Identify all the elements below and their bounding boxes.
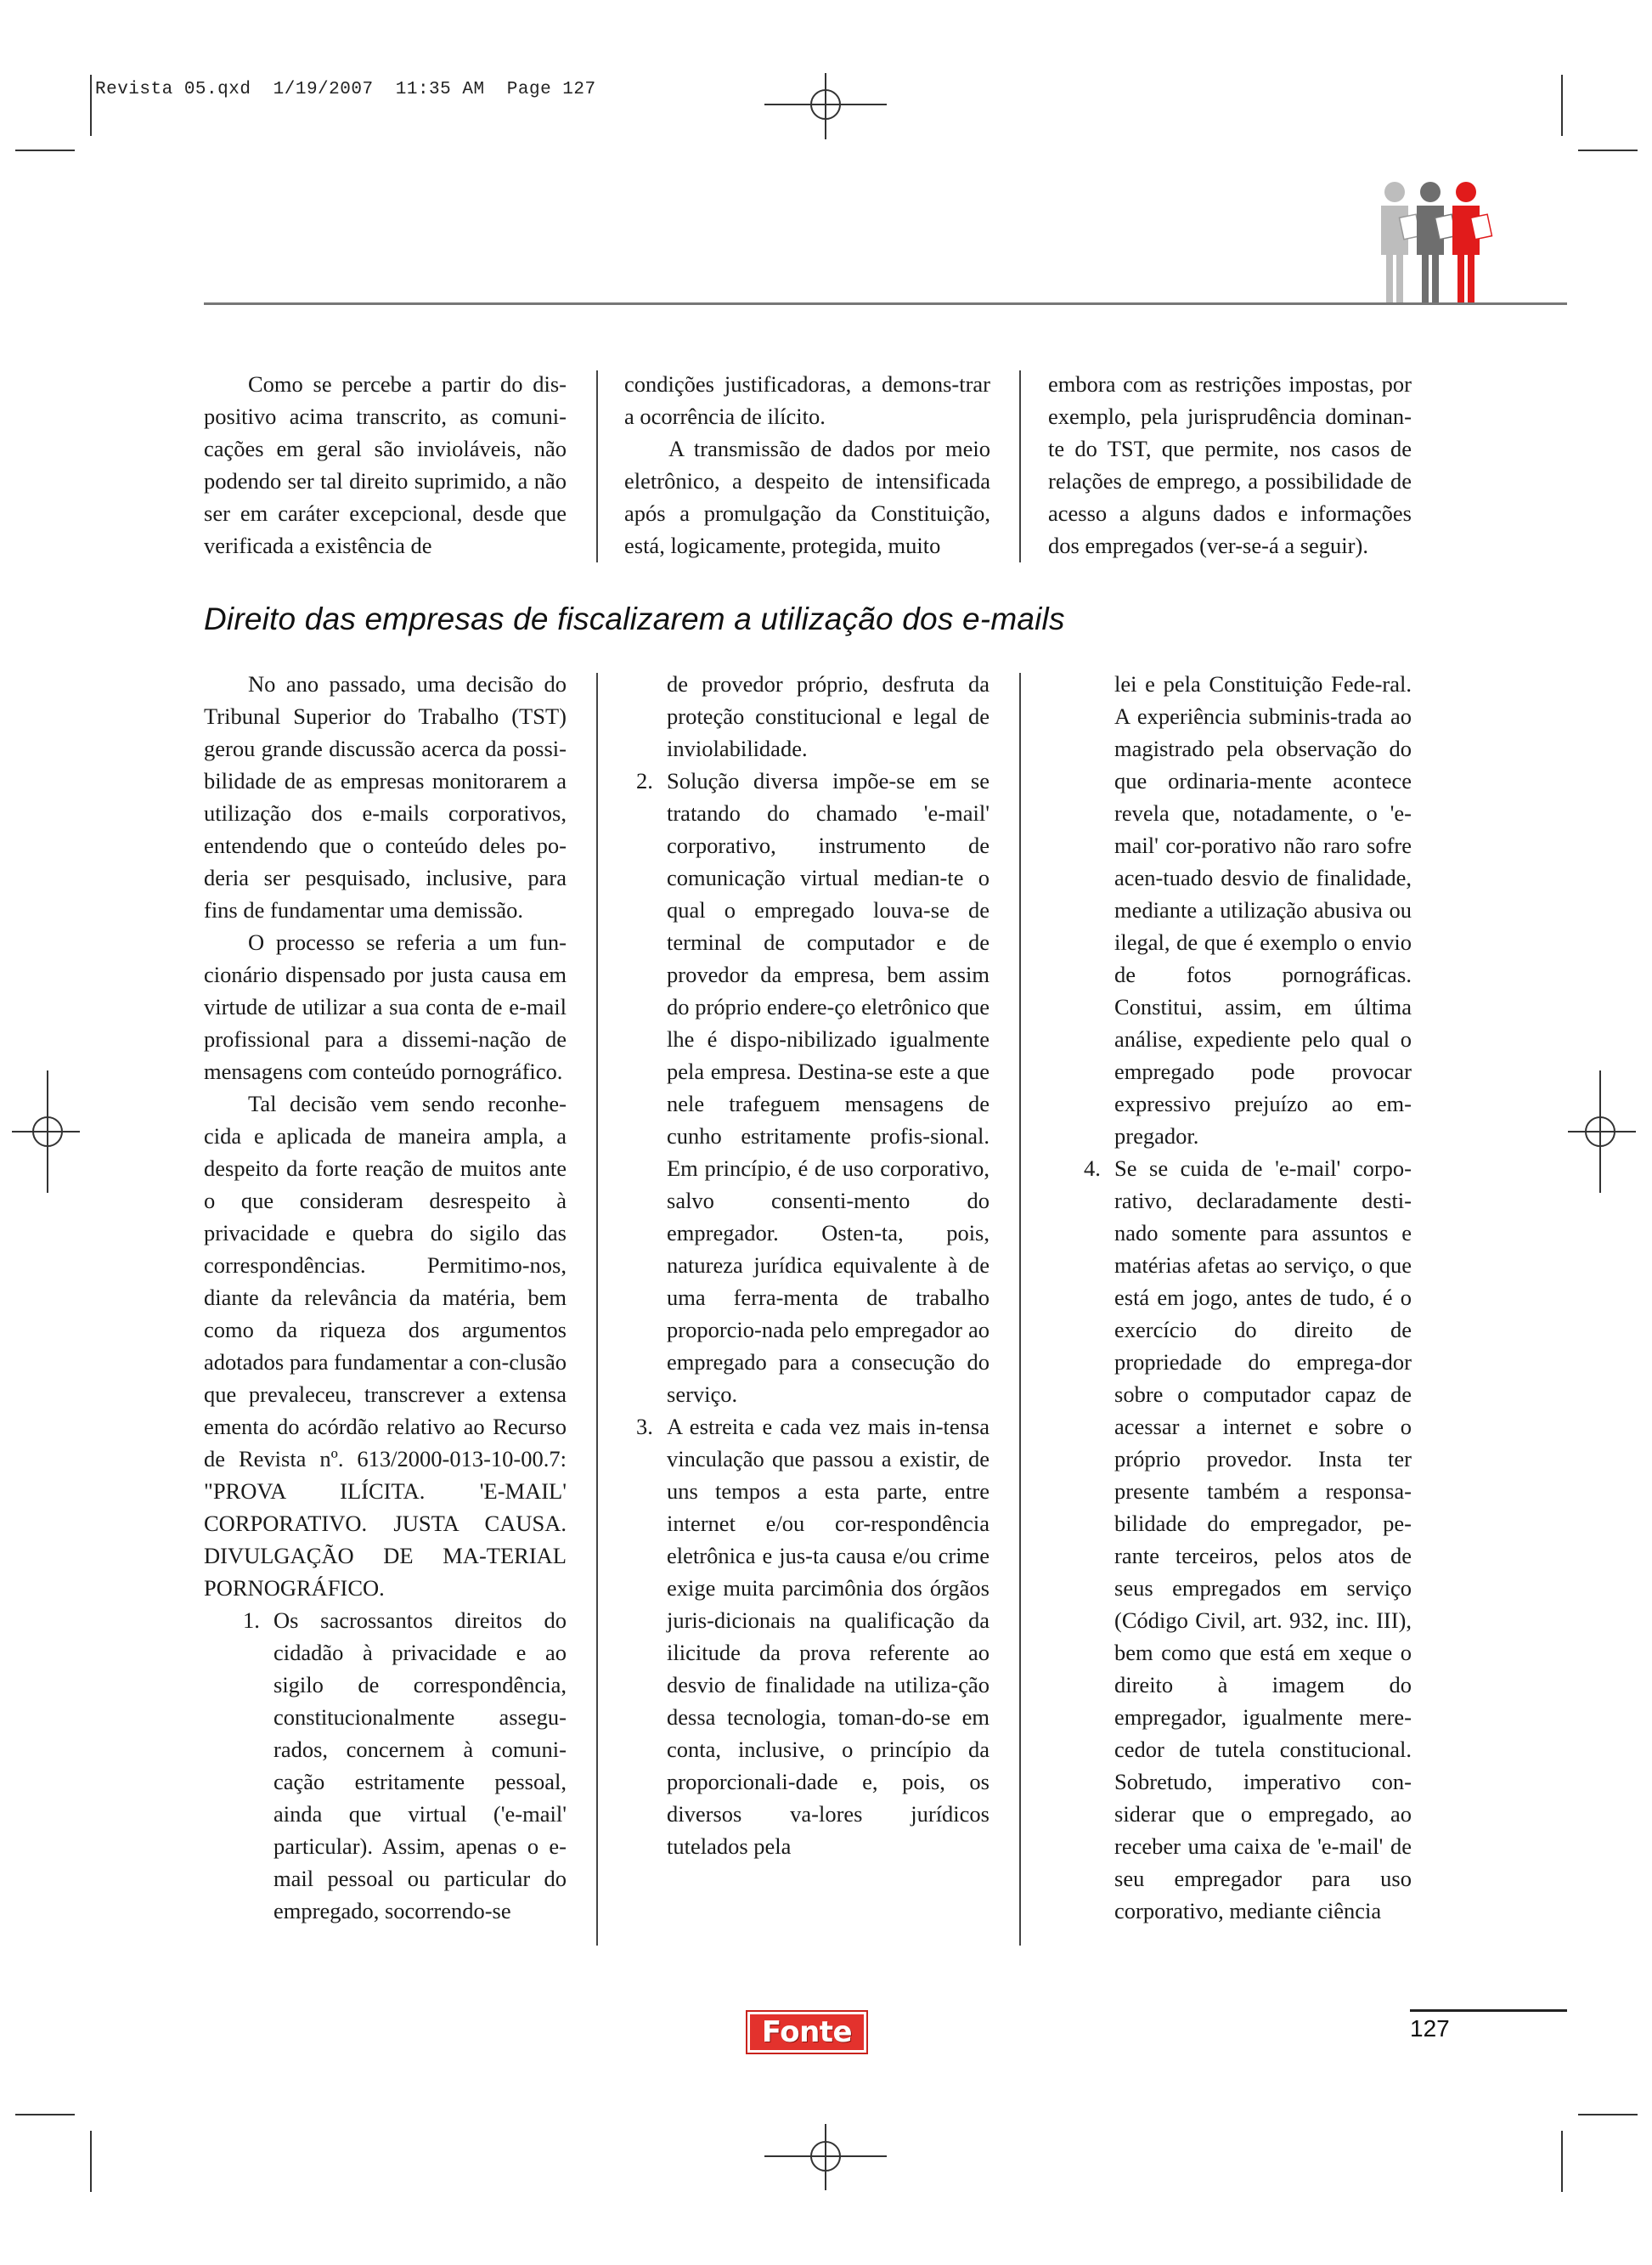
main-column-3 (1084, 668, 1412, 1927)
registration-mark-icon (764, 73, 887, 141)
crop-mark (15, 2114, 75, 2115)
intro-column-1 (204, 368, 567, 562)
paragraph: No ano passado, uma decisão do Tribunal Superior do Trabalho (TST) gerou grande discussão acerca da possi-bilidade de as empresas monitorarem a utilização dos e-mails corporativos, entendendo que o conteúdo deles po-deria ser pesquisado, inclusive, para fins de fundamentar uma demissão. (204, 671, 567, 923)
intro-column-2 (624, 368, 990, 562)
registration-mark-icon (12, 1070, 80, 1193)
list-item-text: Solução diversa impõe-se em se tratando do chamado 'e-mail' corporativo, instrumento de comunicação virtual median-te o qual o empregado louva-se de terminal de computador e de provedor da empresa, bem assim do próprio endere-ço eletrônico que lhe é dispo-nibilizado igualmente pela empresa. Destina-se este a que nele trafeguem mensagens de cunho estritamente profis-sional. Em princípio, é de uso corporativo, salvo consenti-mento do empregador. Osten-ta, pois, natureza jurídica equivalente à de uma ferra-menta de trabalho proporcio-nada pelo empregador ao empregado para a consecução do serviço. (667, 768, 990, 1407)
list-number: 1. (243, 1607, 260, 1633)
column-divider (596, 673, 598, 1946)
list-item (636, 1410, 990, 1862)
list-number: 3. (636, 1414, 653, 1439)
paragraph: de provedor próprio, desfruta da proteção constitucional e legal de inviolabilidade. (667, 671, 990, 761)
registration-mark-icon (1568, 1070, 1636, 1193)
list-item (243, 1604, 567, 1927)
people-figures-icon (1376, 180, 1503, 304)
header-rule (204, 302, 1567, 305)
list-item-text: Se se cuida de 'e-mail' corpo-rativo, declaradamente desti-nado somente para assuntos e matérias afetas ao serviço, o que está em jogo, antes de tudo, é o exercício do direito de propriedade do emprega-dor sobre o computador capaz de acessar a internet e sobre o próprio provedor. Insta ter presente também a responsa-bilidade do empregador, pe-rante terceiros, pelos atos de seus empregados em serviço (Código Civil, art. 932, inc. III), bem como que está em xeque o direito à imagem do empregador, igualmente mere-cedor de tutela constitucional. Sobretudo, imperativo con-siderar que o empregado, ao receber uma caixa de 'e-mail' de seu empregador para uso corporativo, mediante ciência (1114, 1155, 1412, 1923)
list-item (1084, 1152, 1412, 1927)
paragraph: Tal decisão vem sendo reconhe-cida e aplicada de maneira ampla, a despeito da forte reação de muitos ante o que consideram desrespeito à privacidade e quebra do sigilo das correspondências. Permitimo-nos, diante da relevância da matéria, bem como da riqueza dos argumentos adotados para fundamentar a con-clusão que prevaleceu, transcrever a extensa ementa do acórdão relativo ao Recurso de Revista nº. 613/2000-013-10-00.7: "PROVA ILÍCITA. 'E-MAIL' CORPORATIVO. JUSTA CAUSA. DIVULGAÇÃO DE MA-TERIAL PORNOGRÁFICO. (204, 1091, 567, 1601)
crop-mark (90, 2131, 92, 2192)
list-item (636, 765, 990, 1410)
main-column-1 (204, 668, 567, 1927)
crop-mark (1578, 150, 1638, 151)
crop-mark (15, 150, 75, 151)
registration-mark-icon (764, 2122, 887, 2190)
paragraph: embora com as restrições impostas, por exemplo, pela jurisprudência dominan-te do TST, que permite, nos casos de relações de emprego, a possibilidade de acesso a alguns dados e informações dos empregados (ver-se-á a seguir). (1048, 371, 1412, 558)
column-divider (1019, 370, 1021, 562)
column-divider (1019, 673, 1021, 1946)
print-slug: Revista 05.qxd 1/19/2007 11:35 AM Page 127 (95, 80, 596, 99)
crop-mark (1561, 75, 1563, 136)
crop-mark (90, 75, 92, 136)
intro-column-3 (1048, 368, 1412, 562)
column-divider (596, 370, 598, 562)
list-item-text: A estreita e cada vez mais in-tensa vinculação que passou a existir, de uns tempos a esta parte, entre internet e/ou cor-respondência eletrônica e jus-ta causa e/ou crime exige muita parcimônia dos órgãos juris-dicionais na qualificação da ilicitude da prova referente ao desvio de finalidade na utiliza-ção dessa tecnologia, toman-do-se em conta, inclusive, o princípio da proporcionali-dade e, pois, os diversos va-lores jurídicos tutelados pela (667, 1414, 990, 1859)
main-column-2 (636, 668, 990, 1862)
paragraph: O processo se referia a um fun-cionário dispensado por justa causa em virtude de utilizar a sua conta de e-mail profissional para a dissemi-nação de mensagens com conteúdo pornográfico. (204, 929, 567, 1084)
list-number: 2. (636, 768, 653, 794)
paragraph: lei e pela Constituição Fede-ral. A experiência subminis-trada ao magistrado pela observação do que ordinaria-mente acontece revela que, notadamente, o 'e-mail' cor-porativo não raro sofre acen-tuado desvio de finalidade, mediante a utilização abusiva ou ilegal, de que é exemplo o envio de fotos pornográficas. Constitui, assim, em última análise, expediente pelo qual o empregado pode provocar expressivo prejuízo ao em-pregador. (1114, 671, 1412, 1149)
section-title: Direito das empresas de fiscalizarem a utilização dos e-mails (204, 602, 1065, 636)
fonte-logo: Fonte (747, 2012, 866, 2053)
paragraph: condições justificadoras, a demons-trar a ocorrência de ilícito. (624, 371, 990, 429)
paragraph: A transmissão de dados por meio eletrônico, a despeito de intensificada após a promulgação da Constituição, está, logicamente, protegida, muito (624, 436, 990, 558)
footer-rule (1410, 2009, 1567, 2012)
paragraph: Como se percebe a partir do dis-positivo acima transcrito, as comuni-cações em geral são invioláveis, não podendo ser tal direito suprimido, a não ser em caráter excepcional, desde que verificada a existência de (204, 371, 567, 558)
list-number: 4. (1084, 1155, 1101, 1181)
list-item-text: Os sacrossantos direitos do cidadão à privacidade e ao sigilo de correspondência, constitucionalmente assegu-rados, concernem à comuni-cação estritamente pessoal, ainda que virtual ('e-mail' particular). Assim, apenas o e-mail pessoal ou particular do empregado, socorrendo-se (273, 1607, 567, 1923)
crop-mark (1578, 2114, 1638, 2115)
crop-mark (1561, 2131, 1563, 2192)
page-number: 127 (1410, 2015, 1450, 2042)
